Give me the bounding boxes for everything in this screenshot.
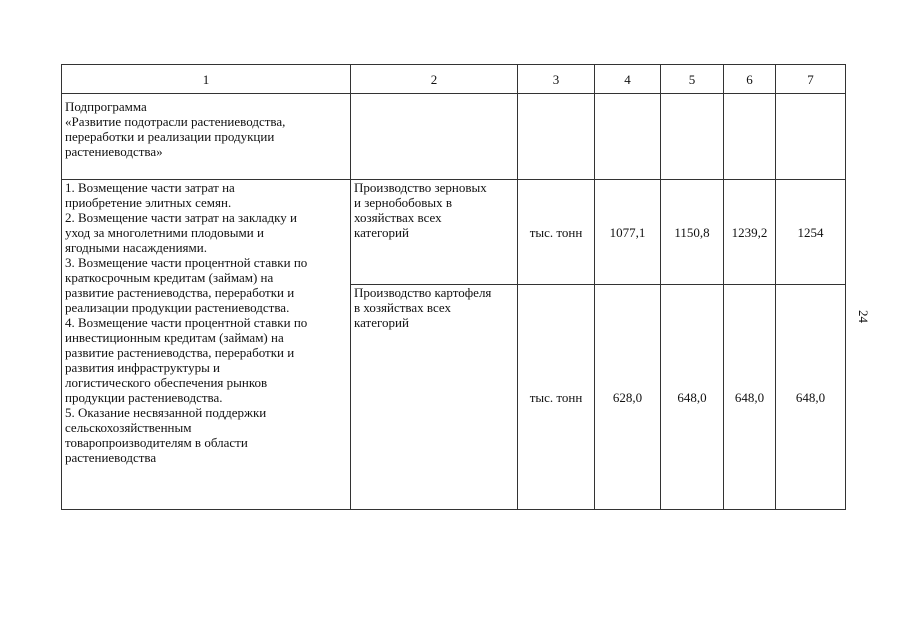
value-cell: 648,0 [776,285,846,510]
column-number-row [62,65,846,94]
value-cell: 628,0 [595,285,661,510]
value-cell: 1150,8 [661,180,724,285]
page-number: 24 [856,310,871,323]
value-cell: 1254 [776,180,846,285]
empty-cell [724,94,776,180]
column-header-3: 3 [518,65,595,94]
value-cell: 648,0 [724,285,776,510]
value-cell: 1239,2 [724,180,776,285]
subprogram-row [62,94,846,180]
subprogram-title: Подпрограмма «Развитие подотрасли растениеводства, переработки и реализации продукции растениеводства» [62,94,351,180]
column-header-1: 1 [62,65,351,94]
indicator-grain: Производство зерновых и зернобобовых в хозяйствах всех категорий [351,180,518,285]
unit-cell: тыс. тонн [518,285,595,510]
empty-cell [595,94,661,180]
column-header-7: 7 [776,65,846,94]
column-header-6: 6 [724,65,776,94]
indicator-potato: Производство картофеля в хозяйствах всех категорий [351,285,518,510]
column-header-4: 4 [595,65,661,94]
unit-cell: тыс. тонн [518,180,595,285]
empty-cell [518,94,595,180]
empty-cell [776,94,846,180]
empty-cell [351,94,518,180]
table-row [62,180,846,285]
value-cell: 648,0 [661,285,724,510]
column-header-2: 2 [351,65,518,94]
empty-cell [661,94,724,180]
column-header-5: 5 [661,65,724,94]
value-cell: 1077,1 [595,180,661,285]
measures-list: 1. Возмещение части затрат на приобретение элитных семян. 2. Возмещение части затрат на закладку и уход за многолетними плодовыми и ягодными насаждениями. 3. Возмещение части процентной ставки по краткосрочным кредитам (займам) на развитие растениеводства, переработки и реализации продукции растениеводства. 4. Возмещение части процентной ставки по инвестиционным кредитам (займам) на развитие растениеводства, переработки и развития инфраструктуры и логистического обеспечения рынков продукции растениеводства. 5. Оказание несвязанной поддержки сельскохозяйственным товаропроизводителям в области растениеводства [62,180,351,510]
program-table [61,64,846,510]
